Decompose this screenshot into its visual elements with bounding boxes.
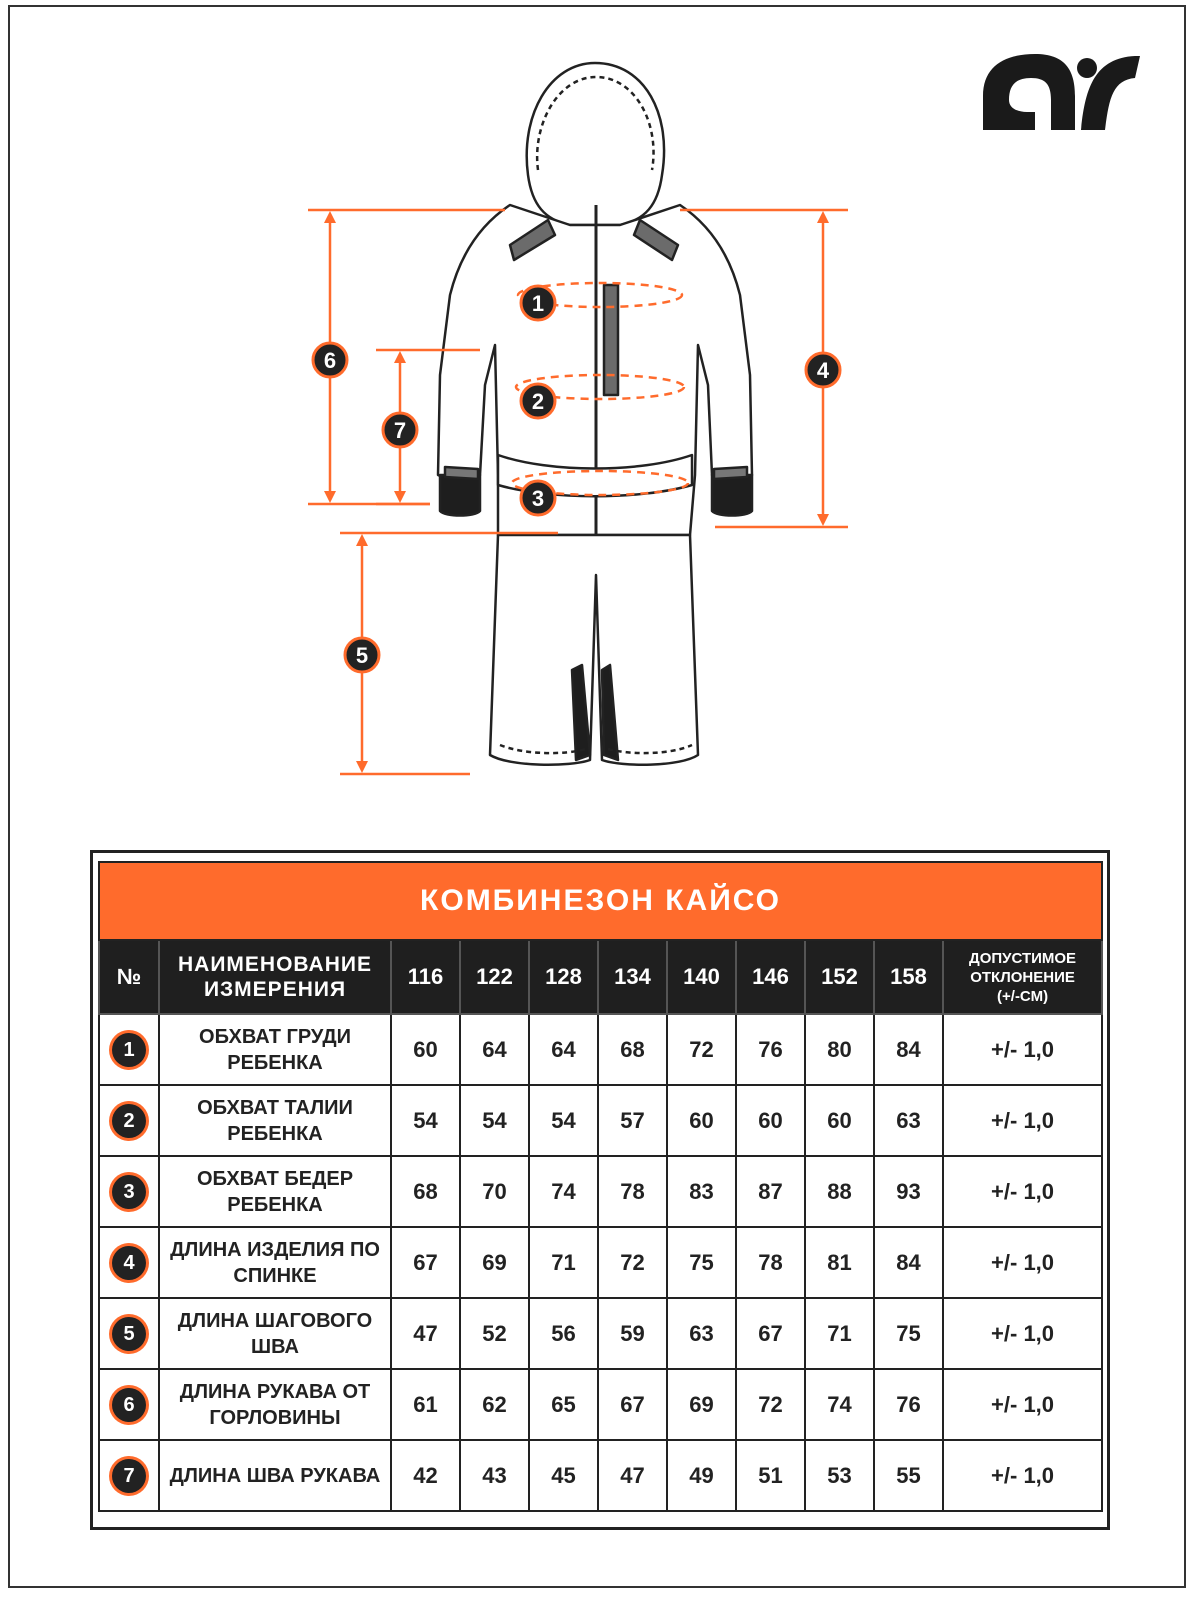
size-value: 69 — [667, 1369, 736, 1440]
size-value: 76 — [874, 1369, 943, 1440]
size-value: 65 — [529, 1369, 598, 1440]
table-row — [99, 1085, 1102, 1156]
size-value: 63 — [874, 1085, 943, 1156]
size-value: 69 — [460, 1227, 529, 1298]
size-value: 68 — [598, 1014, 667, 1085]
measurement-name-line1: ДЛИНА ШВА РУКАВА — [169, 1464, 381, 1487]
size-value: 74 — [529, 1156, 598, 1227]
measurement-name-line2: ГОРЛОВИНЫ — [209, 1406, 341, 1429]
measurement-name-line1: ОБХВАТ ГРУДИ — [199, 1025, 351, 1048]
tolerance-value: +/- 1,0 — [943, 1085, 1102, 1156]
header-size: 128 — [529, 940, 598, 1014]
size-value: 67 — [391, 1227, 460, 1298]
header-num: № — [99, 940, 159, 1014]
measurement-name — [159, 1298, 391, 1369]
measurement-name-line1: ОБХВАТ БЕДЕР — [196, 1167, 354, 1190]
row-number-cell — [99, 1369, 159, 1440]
size-value: 78 — [598, 1156, 667, 1227]
size-value: 57 — [598, 1085, 667, 1156]
table-row — [99, 1014, 1102, 1085]
size-value: 47 — [391, 1298, 460, 1369]
size-value: 70 — [460, 1156, 529, 1227]
marker-1 — [521, 286, 555, 320]
row-number-badge: 7 — [112, 1459, 146, 1493]
brand-logo — [975, 48, 1145, 138]
svg-text:7: 7 — [393, 418, 407, 443]
marker-6 — [313, 343, 347, 377]
measurement-name-line2: РЕБЕНКА — [227, 1051, 323, 1074]
row-number-badge: 1 — [112, 1033, 146, 1067]
measurement-name — [159, 1227, 391, 1298]
size-value: 47 — [598, 1440, 667, 1511]
header-name-line1: НАИМЕНОВАНИЕ — [178, 953, 372, 976]
size-value: 63 — [667, 1298, 736, 1369]
size-value: 72 — [667, 1014, 736, 1085]
row-number-badge: 3 — [112, 1175, 146, 1209]
row-number-badge: 6 — [112, 1388, 146, 1422]
size-value: 84 — [874, 1014, 943, 1085]
svg-text:2: 2 — [531, 389, 545, 414]
size-value: 62 — [460, 1369, 529, 1440]
row-number-cell — [99, 1440, 159, 1511]
size-table — [98, 861, 1103, 1512]
table-row — [99, 1156, 1102, 1227]
measurement-name — [159, 1156, 391, 1227]
header-tolerance — [943, 940, 1102, 1014]
tolerance-value: +/- 1,0 — [943, 1014, 1102, 1085]
size-value: 64 — [529, 1014, 598, 1085]
size-value: 71 — [529, 1227, 598, 1298]
marker-4 — [806, 353, 840, 387]
header-size: 122 — [460, 940, 529, 1014]
svg-text:3: 3 — [531, 486, 545, 511]
garment-illustration — [300, 55, 900, 815]
size-value: 81 — [805, 1227, 874, 1298]
row-number-cell — [99, 1014, 159, 1085]
size-value: 93 — [874, 1156, 943, 1227]
size-value: 67 — [598, 1369, 667, 1440]
marker-7 — [383, 413, 417, 447]
size-value: 72 — [736, 1369, 805, 1440]
svg-text:6: 6 — [323, 348, 337, 373]
size-value: 54 — [391, 1085, 460, 1156]
size-value: 54 — [529, 1085, 598, 1156]
size-value: 54 — [460, 1085, 529, 1156]
size-value: 55 — [874, 1440, 943, 1511]
size-value: 56 — [529, 1298, 598, 1369]
size-value: 71 — [805, 1298, 874, 1369]
tolerance-value: +/- 1,0 — [943, 1440, 1102, 1511]
header-name-line2: ИЗМЕРЕНИЯ — [203, 978, 347, 1001]
row-number-cell — [99, 1227, 159, 1298]
measurement-name-line1: ОБХВАТ ТАЛИИ — [197, 1096, 353, 1119]
size-value: 60 — [391, 1014, 460, 1085]
size-value: 74 — [805, 1369, 874, 1440]
header-tolerance-line1: ДОПУСТИМОЕ — [969, 949, 1077, 967]
size-table-container — [90, 850, 1110, 1530]
table-row — [99, 1227, 1102, 1298]
tolerance-value: +/- 1,0 — [943, 1298, 1102, 1369]
size-value: 59 — [598, 1298, 667, 1369]
row-number-badge: 5 — [112, 1317, 146, 1351]
row-number-badge: 4 — [112, 1246, 146, 1280]
header-tolerance-line2: ОТКЛОНЕНИЕ — [970, 968, 1075, 986]
measurement-name — [159, 1440, 391, 1511]
size-value: 60 — [667, 1085, 736, 1156]
table-row — [99, 1298, 1102, 1369]
header-size: 152 — [805, 940, 874, 1014]
size-value: 72 — [598, 1227, 667, 1298]
size-value: 87 — [736, 1156, 805, 1227]
measurement-name-line2: РЕБЕНКА — [227, 1193, 323, 1216]
table-row — [99, 1369, 1102, 1440]
measurement-name — [159, 1085, 391, 1156]
size-value: 45 — [529, 1440, 598, 1511]
size-value: 60 — [805, 1085, 874, 1156]
size-value: 61 — [391, 1369, 460, 1440]
size-value: 52 — [460, 1298, 529, 1369]
marker-3 — [521, 481, 555, 515]
tolerance-value: +/- 1,0 — [943, 1369, 1102, 1440]
size-value: 76 — [736, 1014, 805, 1085]
size-value: 80 — [805, 1014, 874, 1085]
size-value: 75 — [667, 1227, 736, 1298]
svg-text:4: 4 — [816, 358, 830, 383]
measurement-name-line2: ШВА — [251, 1335, 299, 1358]
size-value: 68 — [391, 1156, 460, 1227]
size-value: 51 — [736, 1440, 805, 1511]
size-value: 60 — [736, 1085, 805, 1156]
size-value: 75 — [874, 1298, 943, 1369]
svg-text:1: 1 — [531, 291, 545, 316]
table-title: КОМБИНЕЗОН КАЙСО — [99, 862, 1102, 940]
row-number-cell — [99, 1156, 159, 1227]
measurement-name-line2: РЕБЕНКА — [227, 1122, 323, 1145]
size-value: 64 — [460, 1014, 529, 1085]
tolerance-value: +/- 1,0 — [943, 1156, 1102, 1227]
measurement-name — [159, 1369, 391, 1440]
tolerance-value: +/- 1,0 — [943, 1227, 1102, 1298]
size-value: 49 — [667, 1440, 736, 1511]
header-size: 146 — [736, 940, 805, 1014]
header-size: 140 — [667, 940, 736, 1014]
row-number-cell — [99, 1085, 159, 1156]
row-number-badge: 2 — [112, 1104, 146, 1138]
measurement-name-line1: ДЛИНА РУКАВА ОТ — [179, 1380, 371, 1403]
size-value: 88 — [805, 1156, 874, 1227]
measurement-name-line2: СПИНКЕ — [233, 1264, 317, 1287]
row-number-cell — [99, 1298, 159, 1369]
size-value: 67 — [736, 1298, 805, 1369]
size-value: 84 — [874, 1227, 943, 1298]
size-value: 53 — [805, 1440, 874, 1511]
size-value: 43 — [460, 1440, 529, 1511]
header-tolerance-line3: (+/-СМ) — [997, 987, 1049, 1005]
marker-2 — [521, 384, 555, 418]
size-value: 78 — [736, 1227, 805, 1298]
measurement-name-line1: ДЛИНА ИЗДЕЛИЯ ПО — [170, 1238, 380, 1261]
measurement-name-line1: ДЛИНА ШАГОВОГО — [177, 1309, 373, 1332]
header-size: 134 — [598, 940, 667, 1014]
svg-text:5: 5 — [355, 643, 369, 668]
header-size: 158 — [874, 940, 943, 1014]
table-row — [99, 1440, 1102, 1511]
header-name — [159, 940, 391, 1014]
header-size: 116 — [391, 940, 460, 1014]
marker-5 — [345, 638, 379, 672]
measurement-name — [159, 1014, 391, 1085]
size-value: 42 — [391, 1440, 460, 1511]
size-value: 83 — [667, 1156, 736, 1227]
